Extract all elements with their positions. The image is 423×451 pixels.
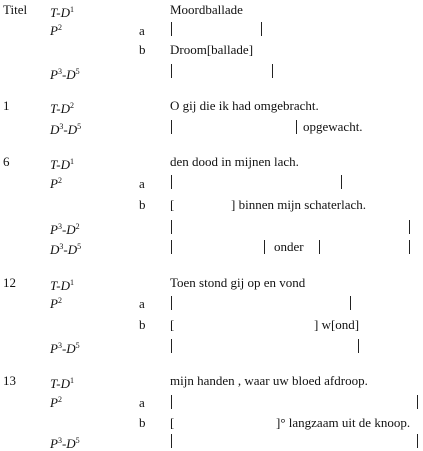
variant-marker: a	[139, 395, 145, 410]
witness-siglum: $P^3-D^5$	[50, 67, 80, 82]
omission-bar	[350, 296, 351, 310]
reading-text: O gij die ik had omgebracht.	[170, 98, 319, 113]
variant-marker: b	[139, 197, 146, 212]
reading-text: [	[170, 415, 175, 430]
witness-siglum: $D^3-D^5$	[50, 242, 82, 257]
reading-text: Moordballade	[170, 2, 243, 17]
reading-text: ] w[ond]	[314, 317, 360, 332]
witness-siglum: $P^2$	[50, 296, 62, 311]
witness-siglum: $T-D^1$	[50, 278, 74, 293]
omission-bar	[272, 64, 273, 78]
variant-marker: a	[139, 23, 145, 38]
reading-text: ]° langzaam uit de knoop.	[276, 415, 411, 430]
omission-bar	[264, 240, 265, 254]
omission-bar	[261, 22, 262, 36]
line-label: 12	[3, 275, 16, 290]
reading-text: [	[170, 317, 175, 332]
line-label: 13	[3, 373, 16, 388]
reading-text: opgewacht.	[303, 119, 363, 134]
variant-marker: b	[139, 42, 146, 57]
omission-bar	[171, 296, 172, 310]
omission-bar	[171, 175, 172, 189]
omission-bar	[171, 64, 172, 78]
line-label: Titel	[3, 2, 28, 17]
omission-bar	[341, 175, 342, 189]
omission-bar	[171, 120, 172, 134]
omission-bar	[409, 240, 410, 254]
omission-bar	[319, 240, 320, 254]
omission-bar	[417, 434, 418, 448]
variant-marker: b	[139, 317, 146, 332]
reading-text: Droom[ballade]	[170, 42, 254, 57]
reading-text: onder	[274, 239, 304, 254]
variant-marker: a	[139, 176, 145, 191]
variant-marker: a	[139, 296, 145, 311]
omission-bar	[417, 395, 418, 409]
reading-text: Toen stond gij op en vond	[170, 275, 306, 290]
witness-siglum: $P^3-D^2$	[50, 222, 80, 237]
line-label: 1	[3, 98, 10, 113]
witness-siglum: $P^3-D^5$	[50, 341, 80, 356]
witness-siglum: $P^2$	[50, 176, 62, 191]
reading-text: den dood in mijnen lach.	[170, 154, 299, 169]
witness-siglum: $T-D^1$	[50, 376, 74, 391]
omission-bar	[358, 339, 359, 353]
witness-siglum: $P^2$	[50, 23, 62, 38]
omission-bar	[171, 240, 172, 254]
omission-bar	[171, 220, 172, 234]
witness-siglum: $P^2$	[50, 395, 62, 410]
omission-bar	[171, 339, 172, 353]
omission-bar	[171, 395, 172, 409]
omission-bar	[409, 220, 410, 234]
witness-siglum: $T-D^2$	[50, 101, 74, 116]
reading-text: mijn handen , waar uw bloed afdroop.	[170, 373, 368, 388]
witness-siglum: $D^3-D^5$	[50, 122, 82, 137]
witness-siglum: $T-D^1$	[50, 157, 74, 172]
witness-siglum: $P^3-D^5$	[50, 436, 80, 451]
reading-text: [	[170, 197, 175, 212]
variant-marker: b	[139, 415, 146, 430]
omission-bar	[171, 22, 172, 36]
omission-bar	[171, 434, 172, 448]
witness-siglum: $T-D^1$	[50, 5, 74, 20]
line-label: 6	[3, 154, 10, 169]
reading-text: ] binnen mijn schaterlach.	[231, 197, 367, 212]
omission-bar	[296, 120, 297, 134]
